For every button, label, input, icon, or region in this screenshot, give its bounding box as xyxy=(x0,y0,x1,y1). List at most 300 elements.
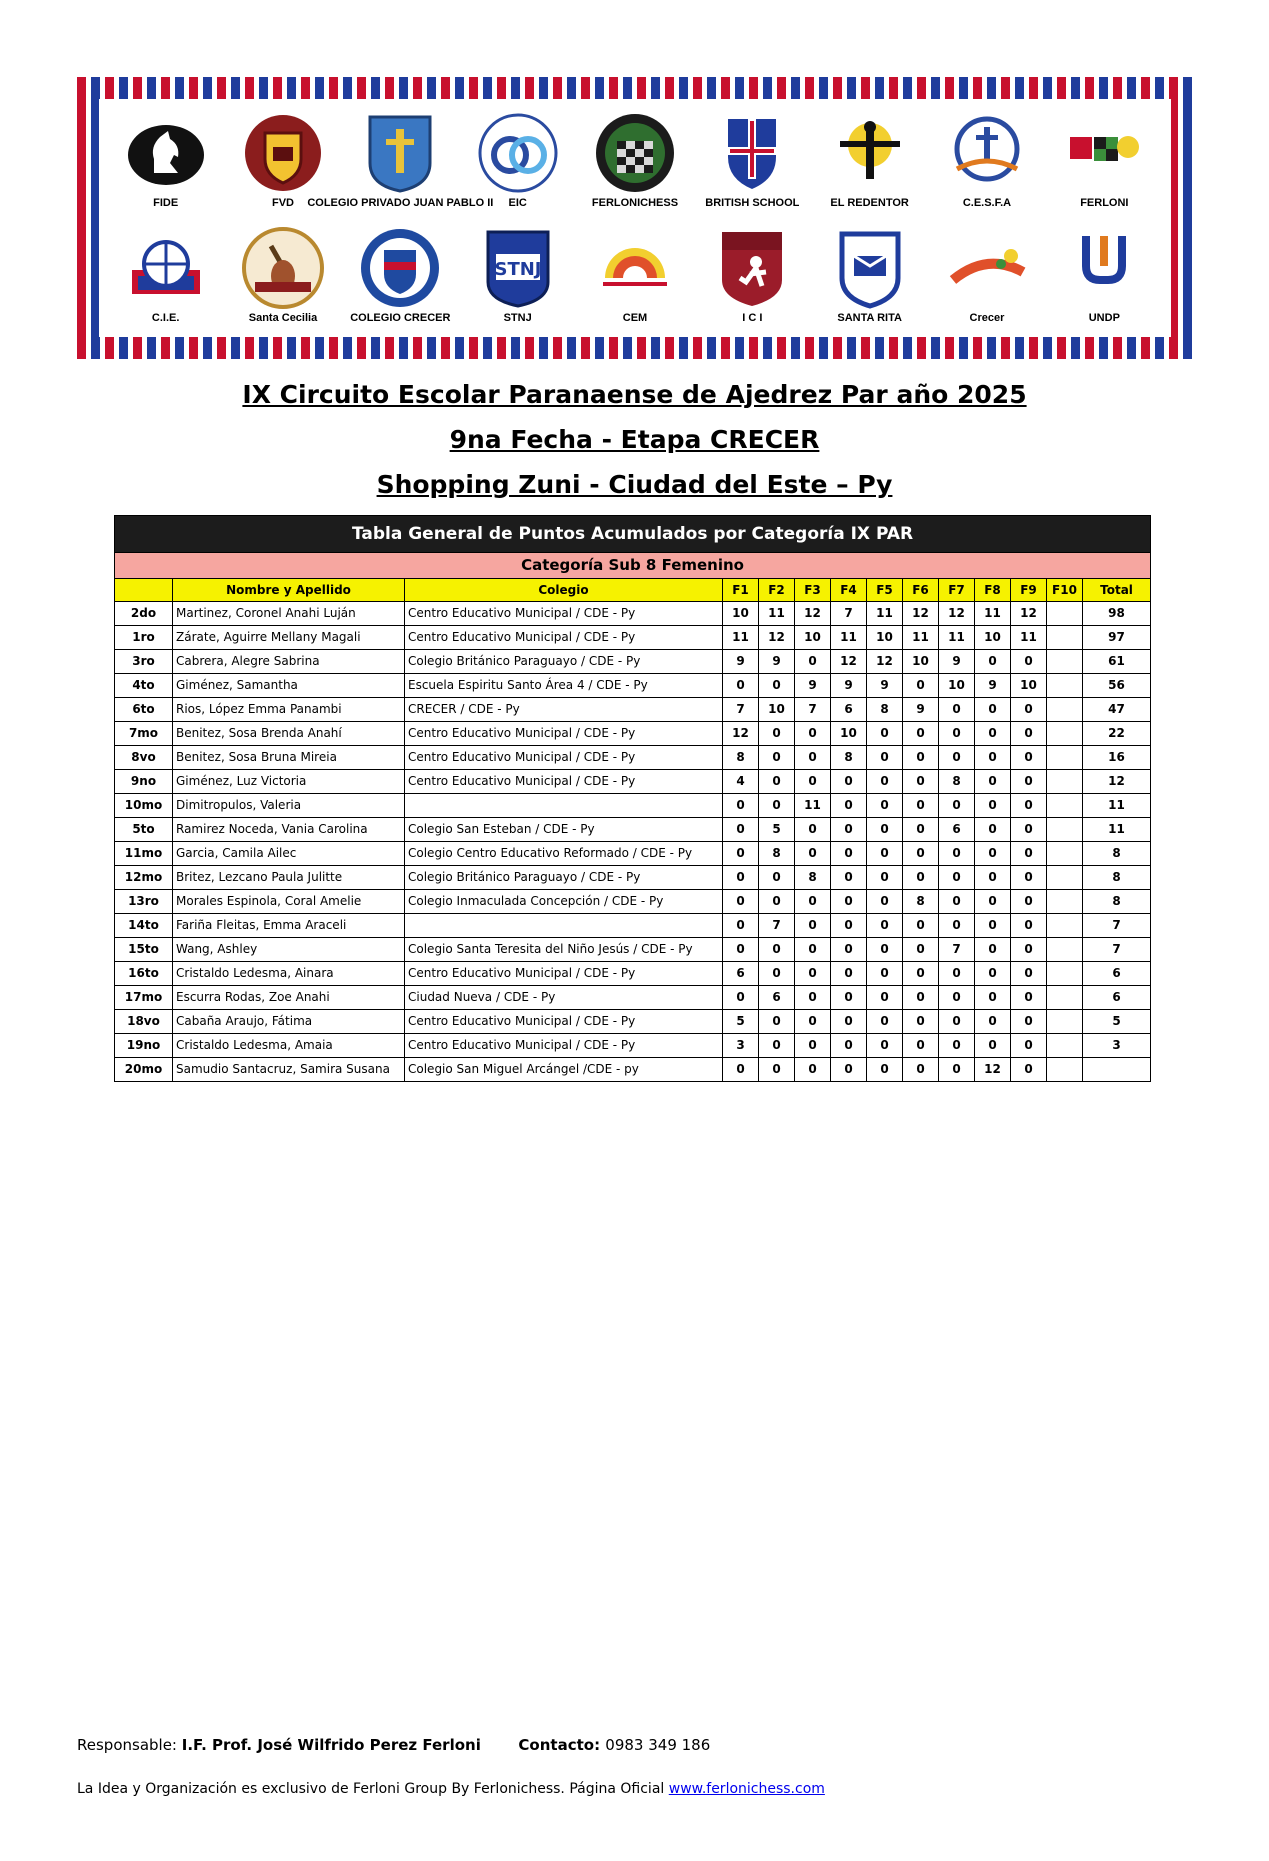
score-cell: 0 xyxy=(939,842,975,866)
column-header: F1 xyxy=(723,579,759,602)
british-school-crest-icon xyxy=(710,111,794,195)
logo-grid xyxy=(99,99,1171,337)
score-cell: 11 xyxy=(903,626,939,650)
player-name-cell: Martinez, Coronel Anahi Luján xyxy=(173,602,405,626)
score-cell: 9 xyxy=(903,698,939,722)
position-cell: 3ro xyxy=(115,650,173,674)
score-cell: 0 xyxy=(723,938,759,962)
school-cell: Centro Educativo Municipal / CDE - Py xyxy=(405,770,723,794)
school-cell: Colegio Británico Paraguayo / CDE - Py xyxy=(405,650,723,674)
score-cell: 0 xyxy=(939,962,975,986)
score-cell: 0 xyxy=(903,1010,939,1034)
crecer-wordmark-logo xyxy=(935,224,1039,328)
school-cell: Centro Educativo Municipal / CDE - Py xyxy=(405,962,723,986)
score-cell: 0 xyxy=(903,866,939,890)
score-cell: 10 xyxy=(903,650,939,674)
british-school-crest-logo xyxy=(700,109,804,213)
score-cell: 0 xyxy=(795,842,831,866)
column-header: F6 xyxy=(903,579,939,602)
score-cell: 8 xyxy=(939,770,975,794)
footer-credit xyxy=(77,1781,825,1797)
score-cell: 10 xyxy=(867,626,903,650)
total-cell: 47 xyxy=(1083,698,1151,722)
score-cell: 0 xyxy=(975,746,1011,770)
score-cell: 0 xyxy=(903,986,939,1010)
logo-text: EIC xyxy=(508,197,527,210)
position-cell: 9no xyxy=(115,770,173,794)
school-cell: Escuela Espiritu Santo Área 4 / CDE - Py xyxy=(405,674,723,698)
table-row xyxy=(115,1058,1151,1082)
score-cell: 0 xyxy=(867,866,903,890)
player-name-cell: Garcia, Camila Ailec xyxy=(173,842,405,866)
total-cell: 7 xyxy=(1083,914,1151,938)
ferlonichess-club-logo xyxy=(583,109,687,213)
score-cell xyxy=(1047,698,1083,722)
position-cell: 1ro xyxy=(115,626,173,650)
score-cell: 8 xyxy=(759,842,795,866)
logo-text: EL REDENTOR xyxy=(830,197,909,210)
cie-globe-logo xyxy=(114,224,218,328)
score-cell: 0 xyxy=(939,890,975,914)
school-cell: Centro Educativo Municipal / CDE - Py xyxy=(405,722,723,746)
score-cell: 0 xyxy=(831,1010,867,1034)
logo-text: CEM xyxy=(622,312,648,325)
score-cell: 9 xyxy=(795,674,831,698)
score-cell: 0 xyxy=(903,722,939,746)
logo-text: BRITISH SCHOOL xyxy=(705,197,800,210)
score-cell: 0 xyxy=(831,818,867,842)
footer-responsable xyxy=(77,1736,710,1754)
score-cell xyxy=(1047,602,1083,626)
score-cell: 9 xyxy=(723,650,759,674)
eic-shield-logo xyxy=(466,109,570,213)
score-cell xyxy=(1047,1058,1083,1082)
score-cell: 0 xyxy=(1011,842,1047,866)
score-cell: 0 xyxy=(795,938,831,962)
player-name-cell: Benitez, Sosa Bruna Mireia xyxy=(173,746,405,770)
svg-text:STNJ: STNJ xyxy=(494,259,542,281)
score-cell: 0 xyxy=(723,890,759,914)
score-cell: 0 xyxy=(975,1010,1011,1034)
score-cell xyxy=(1047,1010,1083,1034)
contacto-label: Contacto: xyxy=(518,1736,606,1754)
score-cell: 0 xyxy=(867,890,903,914)
score-cell: 0 xyxy=(903,914,939,938)
table-row xyxy=(115,986,1151,1010)
score-cell: 0 xyxy=(867,962,903,986)
table-row xyxy=(115,794,1151,818)
score-cell: 0 xyxy=(795,1010,831,1034)
table-title-row xyxy=(115,516,1151,553)
ferlonichess-club-icon xyxy=(593,111,677,195)
school-cell xyxy=(405,914,723,938)
score-cell: 0 xyxy=(759,722,795,746)
score-cell: 0 xyxy=(867,842,903,866)
score-cell xyxy=(1047,674,1083,698)
score-cell xyxy=(1047,914,1083,938)
score-cell: 0 xyxy=(759,962,795,986)
score-cell: 0 xyxy=(975,818,1011,842)
logo-text: FERLONI xyxy=(1080,197,1129,210)
total-cell: 97 xyxy=(1083,626,1151,650)
player-name-cell: Ramirez Noceda, Vania Carolina xyxy=(173,818,405,842)
score-cell xyxy=(1047,626,1083,650)
score-cell: 0 xyxy=(939,866,975,890)
score-cell: 0 xyxy=(831,986,867,1010)
eic-shield-icon xyxy=(476,111,560,195)
position-cell: 10mo xyxy=(115,794,173,818)
score-cell: 0 xyxy=(1011,818,1047,842)
player-name-cell: Britez, Lezcano Paula Julitte xyxy=(173,866,405,890)
score-cell: 0 xyxy=(759,794,795,818)
table-row xyxy=(115,818,1151,842)
position-cell: 2do xyxy=(115,602,173,626)
score-cell: 0 xyxy=(867,938,903,962)
score-cell: 0 xyxy=(1011,746,1047,770)
santa-cecilia-logo xyxy=(231,224,335,328)
score-cell: 0 xyxy=(795,1034,831,1058)
colegio-crecer-seal-logo xyxy=(348,224,452,328)
position-cell: 6to xyxy=(115,698,173,722)
score-cell: 12 xyxy=(831,650,867,674)
logo-text: UNDP xyxy=(1088,312,1120,325)
score-cell: 0 xyxy=(1011,1034,1047,1058)
logo-text: COLEGIO CRECER xyxy=(350,312,451,325)
score-cell: 0 xyxy=(723,914,759,938)
score-cell: 11 xyxy=(831,626,867,650)
table-title: Tabla General de Puntos Acumulados por Categoría IX PAR xyxy=(115,516,1151,553)
score-cell: 9 xyxy=(831,674,867,698)
score-cell: 0 xyxy=(759,1010,795,1034)
score-cell: 0 xyxy=(831,770,867,794)
total-cell: 56 xyxy=(1083,674,1151,698)
column-header: F9 xyxy=(1011,579,1047,602)
score-cell: 10 xyxy=(939,674,975,698)
score-cell: 0 xyxy=(795,914,831,938)
score-cell: 12 xyxy=(867,650,903,674)
score-cell: 10 xyxy=(831,722,867,746)
score-cell: 12 xyxy=(795,602,831,626)
score-cell: 11 xyxy=(939,626,975,650)
standings-table xyxy=(114,515,1151,1082)
score-cell: 0 xyxy=(975,794,1011,818)
score-cell: 0 xyxy=(867,1034,903,1058)
score-cell: 10 xyxy=(1011,674,1047,698)
page-titles xyxy=(0,372,1269,507)
score-cell: 0 xyxy=(795,890,831,914)
juan-pablo-ii-crest-logo xyxy=(307,109,494,213)
logo-text: COLEGIO PRIVADO JUAN PABLO II xyxy=(307,197,494,210)
score-cell: 0 xyxy=(795,986,831,1010)
stnj-shield-icon xyxy=(476,226,560,310)
score-cell: 9 xyxy=(975,674,1011,698)
score-cell: 6 xyxy=(723,962,759,986)
score-cell: 6 xyxy=(831,698,867,722)
fide-knight-logo xyxy=(114,109,218,213)
school-cell: Centro Educativo Municipal / CDE - Py xyxy=(405,1010,723,1034)
position-cell: 8vo xyxy=(115,746,173,770)
score-cell: 0 xyxy=(903,794,939,818)
score-cell: 0 xyxy=(867,722,903,746)
score-cell: 0 xyxy=(1011,986,1047,1010)
score-cell: 0 xyxy=(723,986,759,1010)
position-cell: 18vo xyxy=(115,1010,173,1034)
score-cell: 7 xyxy=(759,914,795,938)
score-cell: 0 xyxy=(903,938,939,962)
score-cell: 0 xyxy=(831,914,867,938)
table-row xyxy=(115,674,1151,698)
title-stage: 9na Fecha - Etapa CRECER xyxy=(449,425,820,454)
player-name-cell: Zárate, Aguirre Mellany Magali xyxy=(173,626,405,650)
player-name-cell: Wang, Ashley xyxy=(173,938,405,962)
score-cell: 0 xyxy=(1011,890,1047,914)
score-cell: 0 xyxy=(1011,794,1047,818)
score-cell: 0 xyxy=(903,1034,939,1058)
juan-pablo-ii-crest-icon xyxy=(358,111,442,195)
score-cell: 0 xyxy=(867,794,903,818)
cesfa-logo-icon xyxy=(945,111,1029,195)
column-header: Total xyxy=(1083,579,1151,602)
score-cell: 0 xyxy=(867,914,903,938)
total-cell: 6 xyxy=(1083,962,1151,986)
score-cell: 0 xyxy=(867,818,903,842)
position-cell: 16to xyxy=(115,962,173,986)
school-cell: Colegio Británico Paraguayo / CDE - Py xyxy=(405,866,723,890)
score-cell: 0 xyxy=(975,890,1011,914)
score-cell: 0 xyxy=(831,1034,867,1058)
responsable-name: I.F. Prof. José Wilfrido Perez Ferloni xyxy=(181,1736,481,1754)
responsable-label: Responsable: xyxy=(77,1736,182,1754)
logo-text: C.E.S.F.A xyxy=(962,197,1012,210)
fide-knight-icon xyxy=(124,111,208,195)
score-cell: 0 xyxy=(975,1034,1011,1058)
score-cell: 0 xyxy=(1011,722,1047,746)
cesfa-logo-logo xyxy=(935,109,1039,213)
score-cell: 0 xyxy=(723,794,759,818)
score-cell: 0 xyxy=(939,986,975,1010)
cem-sunburst-icon xyxy=(593,226,677,310)
total-cell: 98 xyxy=(1083,602,1151,626)
score-cell: 0 xyxy=(903,674,939,698)
position-cell: 7mo xyxy=(115,722,173,746)
official-site-link[interactable]: www.ferlonichess.com xyxy=(668,1781,825,1797)
score-cell: 0 xyxy=(1011,914,1047,938)
score-cell: 0 xyxy=(759,1058,795,1082)
score-cell: 0 xyxy=(939,914,975,938)
score-cell: 12 xyxy=(975,1058,1011,1082)
school-cell: Colegio Inmaculada Concepción / CDE - Py xyxy=(405,890,723,914)
table-header-row xyxy=(115,579,1151,602)
score-cell xyxy=(1047,1034,1083,1058)
score-cell: 0 xyxy=(1011,650,1047,674)
player-name-cell: Escurra Rodas, Zoe Anahi xyxy=(173,986,405,1010)
score-cell: 0 xyxy=(1011,698,1047,722)
score-cell: 0 xyxy=(939,1010,975,1034)
score-cell: 0 xyxy=(975,938,1011,962)
score-cell: 0 xyxy=(759,746,795,770)
table-row xyxy=(115,890,1151,914)
logo-text: FERLONICHESS xyxy=(591,197,679,210)
score-cell: 0 xyxy=(975,914,1011,938)
score-cell xyxy=(1047,746,1083,770)
score-cell: 3 xyxy=(723,1034,759,1058)
score-cell: 0 xyxy=(975,842,1011,866)
score-cell xyxy=(1047,938,1083,962)
logo-text: SANTA RITA xyxy=(837,312,902,325)
player-name-cell: Cristaldo Ledesma, Ainara xyxy=(173,962,405,986)
score-cell: 0 xyxy=(867,770,903,794)
santa-cecilia-icon xyxy=(241,226,325,310)
total-cell: 6 xyxy=(1083,986,1151,1010)
player-name-cell: Giménez, Samantha xyxy=(173,674,405,698)
score-cell: 0 xyxy=(831,794,867,818)
score-cell: 8 xyxy=(867,698,903,722)
score-cell: 9 xyxy=(939,650,975,674)
score-cell: 0 xyxy=(903,818,939,842)
total-cell xyxy=(1083,1058,1151,1082)
score-cell: 12 xyxy=(723,722,759,746)
score-cell: 0 xyxy=(795,722,831,746)
school-cell: Centro Educativo Municipal / CDE - Py xyxy=(405,626,723,650)
table-row xyxy=(115,1034,1151,1058)
score-cell xyxy=(1047,818,1083,842)
column-header: F2 xyxy=(759,579,795,602)
el-redentor-logo xyxy=(818,109,922,213)
score-cell: 0 xyxy=(795,746,831,770)
score-cell: 7 xyxy=(831,602,867,626)
score-cell xyxy=(1047,890,1083,914)
score-cell: 7 xyxy=(795,698,831,722)
score-cell: 0 xyxy=(1011,938,1047,962)
column-header: F8 xyxy=(975,579,1011,602)
player-name-cell: Cabrera, Alegre Sabrina xyxy=(173,650,405,674)
player-name-cell: Benitez, Sosa Brenda Anahí xyxy=(173,722,405,746)
ici-shield-icon xyxy=(710,226,794,310)
total-cell: 11 xyxy=(1083,794,1151,818)
score-cell: 11 xyxy=(723,626,759,650)
column-header: Colegio xyxy=(405,579,723,602)
score-cell: 6 xyxy=(759,986,795,1010)
logo-text: FIDE xyxy=(153,197,179,210)
score-cell: 0 xyxy=(831,842,867,866)
score-cell: 0 xyxy=(759,938,795,962)
total-cell: 11 xyxy=(1083,818,1151,842)
score-cell: 0 xyxy=(939,1058,975,1082)
logo-text: Crecer xyxy=(969,312,1005,325)
position-cell: 11mo xyxy=(115,842,173,866)
position-cell: 12mo xyxy=(115,866,173,890)
score-cell: 0 xyxy=(1011,1058,1047,1082)
score-cell: 0 xyxy=(831,938,867,962)
table-row xyxy=(115,914,1151,938)
table-category: Categoría Sub 8 Femenino xyxy=(115,553,1151,579)
score-cell: 0 xyxy=(759,866,795,890)
score-cell: 0 xyxy=(759,890,795,914)
credit-text: La Idea y Organización es exclusivo de Ferloni Group By Ferlonichess. Página Oficial xyxy=(77,1781,669,1797)
position-cell: 17mo xyxy=(115,986,173,1010)
score-cell: 0 xyxy=(975,770,1011,794)
total-cell: 8 xyxy=(1083,866,1151,890)
position-cell: 4to xyxy=(115,674,173,698)
school-cell: Centro Educativo Municipal / CDE - Py xyxy=(405,746,723,770)
score-cell: 12 xyxy=(903,602,939,626)
score-cell: 0 xyxy=(939,698,975,722)
score-cell: 8 xyxy=(795,866,831,890)
table-row xyxy=(115,698,1151,722)
score-cell: 9 xyxy=(759,650,795,674)
contacto-value: 0983 349 186 xyxy=(605,1736,711,1754)
position-cell: 19no xyxy=(115,1034,173,1058)
table-category-row xyxy=(115,553,1151,579)
score-cell: 0 xyxy=(867,1010,903,1034)
score-cell: 0 xyxy=(759,770,795,794)
score-cell: 0 xyxy=(903,1058,939,1082)
column-header xyxy=(115,579,173,602)
score-cell: 11 xyxy=(867,602,903,626)
logo-text: FVD xyxy=(271,197,294,210)
logo-text: Santa Cecilia xyxy=(248,312,318,325)
score-cell: 0 xyxy=(795,770,831,794)
stnj-shield-logo xyxy=(466,224,570,328)
score-cell: 0 xyxy=(831,1058,867,1082)
total-cell: 8 xyxy=(1083,890,1151,914)
player-name-cell: Cristaldo Ledesma, Amaia xyxy=(173,1034,405,1058)
position-cell: 5to xyxy=(115,818,173,842)
player-name-cell: Rios, López Emma Panambi xyxy=(173,698,405,722)
column-header: F7 xyxy=(939,579,975,602)
score-cell xyxy=(1047,650,1083,674)
school-cell: Colegio San Esteban / CDE - Py xyxy=(405,818,723,842)
logo-banner xyxy=(77,77,1193,359)
logo-text: I C I xyxy=(742,312,763,325)
score-cell: 8 xyxy=(723,746,759,770)
ferloni-group-logo xyxy=(1052,109,1156,213)
score-cell: 11 xyxy=(975,602,1011,626)
player-name-cell: Samudio Santacruz, Samira Susana xyxy=(173,1058,405,1082)
score-cell: 0 xyxy=(867,746,903,770)
school-cell: Colegio Santa Teresita del Niño Jesús / CDE - Py xyxy=(405,938,723,962)
position-cell: 13ro xyxy=(115,890,173,914)
table-row xyxy=(115,770,1151,794)
score-cell xyxy=(1047,986,1083,1010)
column-header: Nombre y Apellido xyxy=(173,579,405,602)
colegio-nacional-santa-rita-icon xyxy=(828,226,912,310)
score-cell: 0 xyxy=(723,866,759,890)
score-cell: 11 xyxy=(1011,626,1047,650)
score-cell: 0 xyxy=(903,962,939,986)
table-row xyxy=(115,722,1151,746)
score-cell: 0 xyxy=(975,866,1011,890)
score-cell xyxy=(1047,794,1083,818)
score-cell: 4 xyxy=(723,770,759,794)
cem-sunburst-logo xyxy=(583,224,687,328)
score-cell: 0 xyxy=(831,866,867,890)
player-name-cell: Dimitropulos, Valeria xyxy=(173,794,405,818)
score-cell: 12 xyxy=(1011,602,1047,626)
table-body xyxy=(115,602,1151,1082)
score-cell: 0 xyxy=(903,842,939,866)
score-cell: 7 xyxy=(723,698,759,722)
score-cell: 0 xyxy=(975,722,1011,746)
total-cell: 7 xyxy=(1083,938,1151,962)
score-cell: 0 xyxy=(759,1034,795,1058)
score-cell: 0 xyxy=(723,674,759,698)
score-cell: 10 xyxy=(975,626,1011,650)
table-row xyxy=(115,1010,1151,1034)
column-header: F3 xyxy=(795,579,831,602)
total-cell: 22 xyxy=(1083,722,1151,746)
score-cell: 0 xyxy=(795,650,831,674)
